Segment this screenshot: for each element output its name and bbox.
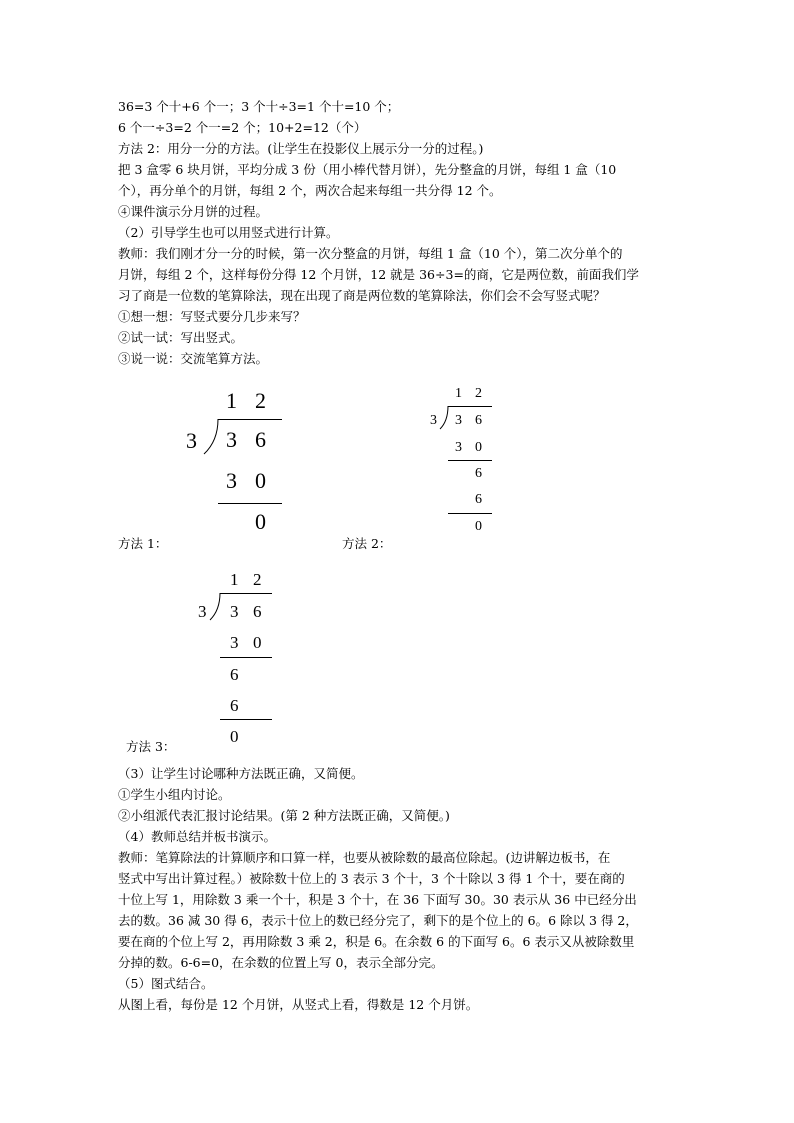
text-line: 个），再分单个的月饼，每组 2 个，两次合起来每组一共分得 12 个。 [118,183,502,198]
subtraction-line [448,513,492,514]
text-line: ②小组派代表汇报讨论结果。(第 2 种方法既正确，又简便。) [118,808,450,823]
product-ones: 0 [475,440,482,455]
text-line: 分掉的数。6-6=0，在余数的位置上写 0，表示全部分完。 [118,955,444,970]
text-line: ①想一想：写竖式要分几步来写？ [118,309,306,324]
text-line: ②试一试：写出竖式。 [118,330,244,345]
subtraction-line [448,460,492,461]
division-bar [218,419,282,420]
text-line: 教师：我们刚才分一分的时候，第一次分整盒的月饼，每组 1 盒（10 个），第二次分单个的 [118,246,623,261]
quotient-tens: 1 [226,388,237,413]
method-1-label: 方法 1： [118,536,168,551]
text-line: ③说一说：交流笔算方法。 [118,351,269,366]
method-2-label: 方法 2： [342,536,392,551]
division-bracket [210,593,222,621]
text-line: 十位上写 1，用除数 3 乘一个十，积是 3 个十，在 36 下面写 30。30 表示从 36 中已经分出 [118,892,637,907]
quotient-ones: 2 [253,570,262,589]
text-line: 竖式中写出计算过程。）被除数十位上的 3 表示 3 个十，3 个十除以 3 得 1 个十，要在商的 [118,871,625,886]
text-line: 6 个一÷3=2 个一=2 个；10+2=12（个） [118,120,367,135]
text-line: 月饼，每组 2 个，这样每份分得 12 个月饼，12 就是 36÷3=的商，它是两位数，前面我们学 [118,267,639,282]
division-bar [448,406,492,407]
text-line: 把 3 盒零 6 块月饼，平均分成 3 份（用小棒代替月饼），先分整盒的月饼，每组 1 盒（10 [118,162,617,177]
quotient-tens: 1 [455,386,462,401]
product-tens: 3 [230,633,239,652]
method-3-label: 方法 3： [126,739,176,754]
text-line: 36=3 个十+6 个一；3 个十÷3=1 个十=10 个； [118,99,400,114]
product-tens: 3 [226,468,237,493]
text-line: 去的数。36 减 30 得 6，表示十位上的数已经分完了，剩下的是个位上的 6。6 除以 3 得 2， [118,913,638,928]
text-line: （4）教师总结并板书演示。 [118,829,276,844]
quotient-tens: 1 [230,570,239,589]
quotient-ones: 2 [475,386,482,401]
partial-remainder: 6 [475,466,482,481]
division-bracket [440,406,450,430]
second-product: 6 [475,492,482,507]
text-line: 从图上看，每份是 12 个月饼，从竖式上看，得数是 12 个月饼。 [118,997,479,1012]
dividend-tens: 3 [226,427,237,452]
text-line: （3）让学生讨论哪种方法既正确，又简便。 [118,766,364,781]
second-product: 6 [230,696,239,715]
divisor: 3 [186,428,197,453]
text-line: 习了商是一位数的笔算除法，现在出现了商是两位数的笔算除法，你们会不会写竖式呢？ [118,288,606,303]
remainder: 0 [475,519,482,534]
divisor: 3 [198,602,207,621]
subtraction-line [218,503,282,504]
partial-remainder: 6 [230,665,239,684]
text-line: （5）图式结合。 [118,976,214,991]
product-tens: 3 [455,440,462,455]
quotient-ones: 2 [255,388,266,413]
subtraction-line [220,657,272,658]
division-bar [220,593,272,594]
subtraction-line [220,719,272,720]
remainder: 0 [255,509,266,534]
remainder: 0 [230,727,239,746]
divisor: 3 [430,413,437,428]
text-line: 教师：笔算除法的计算顺序和口算一样，也要从被除数的最高位除起。(边讲解边板书，在 [118,850,611,865]
text-line: ①学生小组内讨论。 [118,787,231,802]
text-line: （2）引导学生也可以用竖式进行计算。 [118,225,339,240]
text-line: 要在商的个位上写 2，再用除数 3 乘 2，积是 6。在余数 6 的下面写 6。6 表示又从被除数里 [118,934,635,949]
dividend-ones: 6 [253,602,262,621]
dividend-tens: 3 [230,602,239,621]
text-line: 方法 2：用分一分的方法。(让学生在投影仪上展示分一分的过程。) [118,141,484,156]
dividend-tens: 3 [455,413,462,428]
product-ones: 0 [255,468,266,493]
dividend-ones: 6 [255,427,266,452]
dividend-ones: 6 [475,413,482,428]
product-ones: 0 [253,633,262,652]
text-line: ④课件演示分月饼的过程。 [118,204,269,219]
division-bracket [204,419,220,455]
